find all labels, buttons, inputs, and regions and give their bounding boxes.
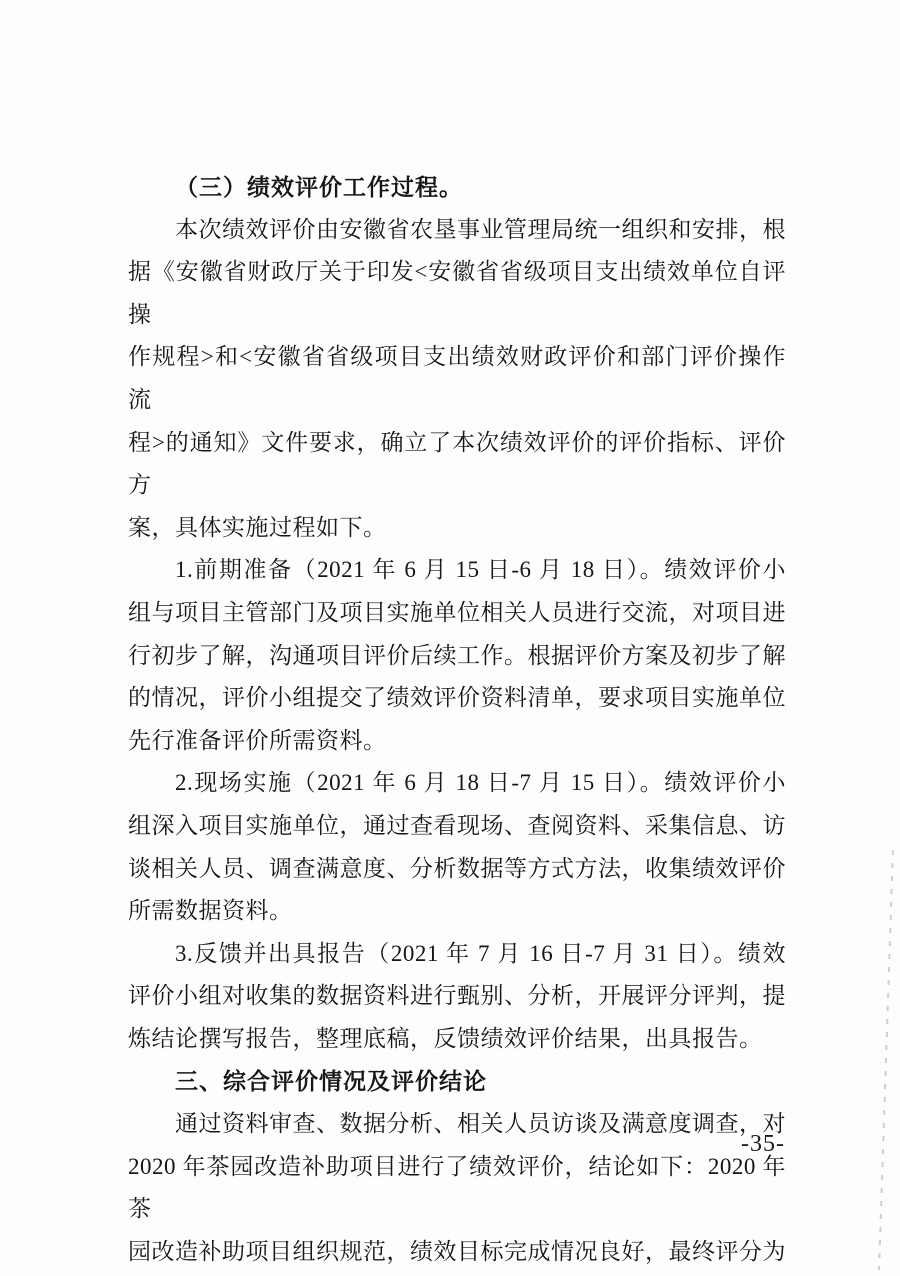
section-heading-process: （三）绩效评价工作过程。 bbox=[175, 174, 463, 200]
text-line: 炼结论撰写报告，整理底稿，反馈绩效评价结果，出具报告。 bbox=[128, 1025, 763, 1051]
page-number: -35- bbox=[741, 1131, 785, 1157]
text-line: 2.现场实施（2021 年 6 月 18 日-7 月 15 日）。绩效评价小 bbox=[175, 770, 786, 796]
text-line: 组深入项目实施单位，通过查看现场、查阅资料、采集信息、访 bbox=[128, 812, 786, 838]
text-line: 所需数据资料。 bbox=[128, 898, 293, 924]
text-line: 园改造补助项目组织规范，绩效目标完成情况良好，最终评分为 bbox=[128, 1238, 786, 1264]
text-line: 组与项目主管部门及项目实施单位相关人员进行交流，对项目进 bbox=[128, 599, 786, 625]
text-line: 的情况，评价小组提交了绩效评价资料清单，要求项目实施单位 bbox=[128, 685, 786, 711]
text-line: 3.反馈并出具报告（2021 年 7 月 16 日-7 月 31 日）。绩效 bbox=[175, 940, 786, 966]
text-line: 行初步了解，沟通项目评价后续工作。根据评价方案及初步了解 bbox=[128, 642, 786, 668]
text-line: 程>的通知》文件要求，确立了本次绩效评价的评价指标、评价方 bbox=[128, 429, 786, 498]
text-line: 通过资料审查、数据分析、相关人员访谈及满意度调查，对 bbox=[175, 1111, 786, 1137]
text-line: 谈相关人员、调查满意度、分析数据等方式方法，收集绩效评价 bbox=[128, 855, 786, 881]
text-line: 评价小组对收集的数据资料进行甄别、分析，开展评分评判，提 bbox=[128, 983, 786, 1009]
text-line: 1.前期准备（2021 年 6 月 15 日-6 月 18 日）。绩效评价小 bbox=[175, 557, 786, 583]
text-line: 先行准备评价所需资料。 bbox=[128, 727, 387, 753]
scan-artifact-line bbox=[878, 850, 894, 1270]
section-heading-conclusion: 三、综合评价情况及评价结论 bbox=[175, 1068, 487, 1095]
text-line: 2020 年茶园改造补助项目进行了绩效评价，结论如下：2020 年茶 bbox=[128, 1153, 786, 1222]
document-body bbox=[128, 166, 786, 1273]
text-line: 据《安徽省财政厅关于印发<安徽省省级项目支出绩效单位自评操 bbox=[128, 259, 786, 327]
text-line: 作规程>和<安徽省省级项目支出绩效财政评价和部门评价操作流 bbox=[128, 344, 786, 412]
text-line: 本次绩效评价由安徽省农垦事业管理局统一组织和安排，根 bbox=[175, 216, 786, 242]
text-line: 案，具体实施过程如下。 bbox=[128, 514, 387, 540]
